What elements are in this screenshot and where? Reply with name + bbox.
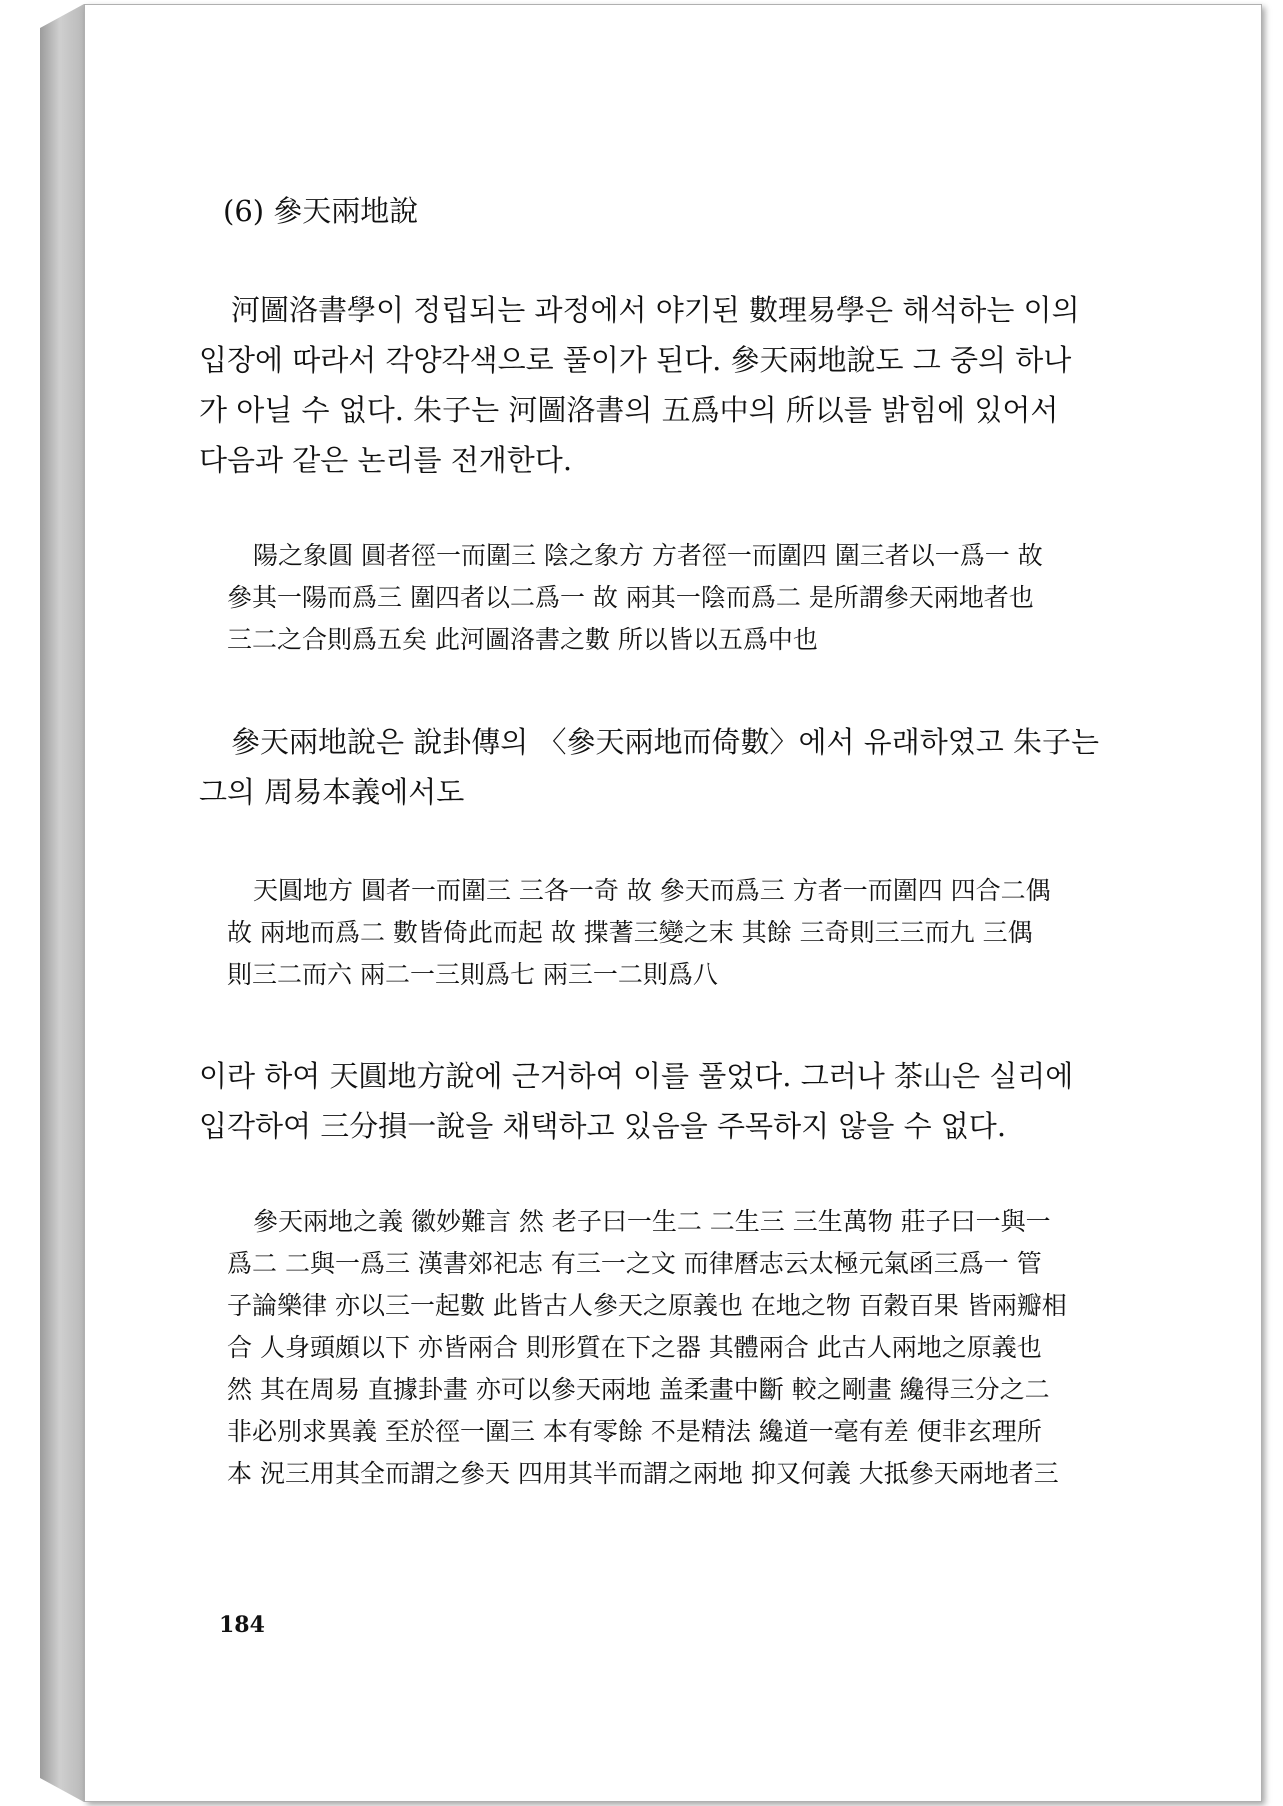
paragraph-line: 가 아닐 수 없다. 朱子는 河圖洛書의 五爲中의 所以를 밝힘에 있어서 [199,393,1059,427]
quote-line: 爲二 二與一爲三 漢書郊祀志 有三一之文 而律曆志云太極元氣函三爲一 管 [227,1249,1042,1278]
quote-line: 非必別求異義 至於徑一圍三 本有零餘 不是精法 纔道一毫有差 便非玄理所 [227,1417,1042,1446]
paragraph-line: 그의 周易本義에서도 [199,775,465,809]
quote-line: 參其一陽而爲三 圍四者以二爲一 故 兩其一陰而爲二 是所謂參天兩地者也 [227,583,1034,612]
quote-line: 參天兩地之義 徽妙難言 然 老子曰一生二 二生三 三生萬物 莊子曰一與一 [253,1207,1051,1236]
quote-line: 然 其在周易 直據卦畫 亦可以參天兩地 盖柔畫中斷 較之剛畫 纔得三分之二 [227,1375,1050,1404]
paragraph-1 [199,285,1129,485]
page-number: 184 [219,1612,265,1638]
paragraph-line: 河圖洛書學이 정립되는 과정에서 야기된 數理易學은 해석하는 이의 [231,293,1080,327]
quote-2 [227,870,1127,996]
book-page [84,4,1262,1802]
section-title: (6) 參天兩地說 [223,194,419,228]
quote-line: 子論樂律 亦以三一起數 此皆古人參天之原義也 在地之物 百穀百果 皆兩瓣相 [227,1291,1067,1320]
paragraph-3 [199,1051,1129,1151]
paragraph-line: 參天兩地說은 說卦傳의 〈參天兩地而倚數〉에서 유래하였고 朱子는 [231,725,1100,759]
quote-line: 則三二而六 兩二一三則爲七 兩三一二則爲八 [227,960,718,989]
book-spine [40,4,84,1802]
quote-line: 三二之合則爲五矣 此河圖洛書之數 所以皆以五爲中也 [227,625,818,654]
quote-line: 天圓地方 圓者一而圍三 三各一奇 故 參天而爲三 方者一而圍四 四合二偶 [253,876,1051,905]
quote-line: 合 人身頭頗以下 亦皆兩合 則形質在下之器 其體兩合 此古人兩地之原義也 [227,1333,1042,1362]
quote-line: 本 況三用其全而謂之參天 四用其半而謂之兩地 抑又何義 大抵參天兩地者三 [227,1459,1059,1488]
quote-line: 故 兩地而爲二 數皆倚此而起 故 揲蓍三變之末 其餘 三奇則三三而九 三偶 [227,918,1033,947]
paragraph-line: 입장에 따라서 각양각색으로 풀이가 된다. 參天兩地說도 그 중의 하나 [199,343,1072,377]
quote-3 [227,1201,1127,1495]
paragraph-line: 이라 하여 天圓地方說에 근거하여 이를 풀었다. 그러나 茶山은 실리에 [199,1059,1074,1093]
paragraph-line: 입각하여 三分損一說을 채택하고 있음을 주목하지 않을 수 없다. [199,1109,1007,1143]
quote-line: 陽之象圓 圓者徑一而圍三 陰之象方 方者徑一而圍四 圍三者以一爲一 故 [253,541,1043,570]
paragraph-2 [199,717,1129,817]
paragraph-line: 다음과 같은 논리를 전개한다. [199,443,573,477]
quote-1 [227,535,1127,661]
